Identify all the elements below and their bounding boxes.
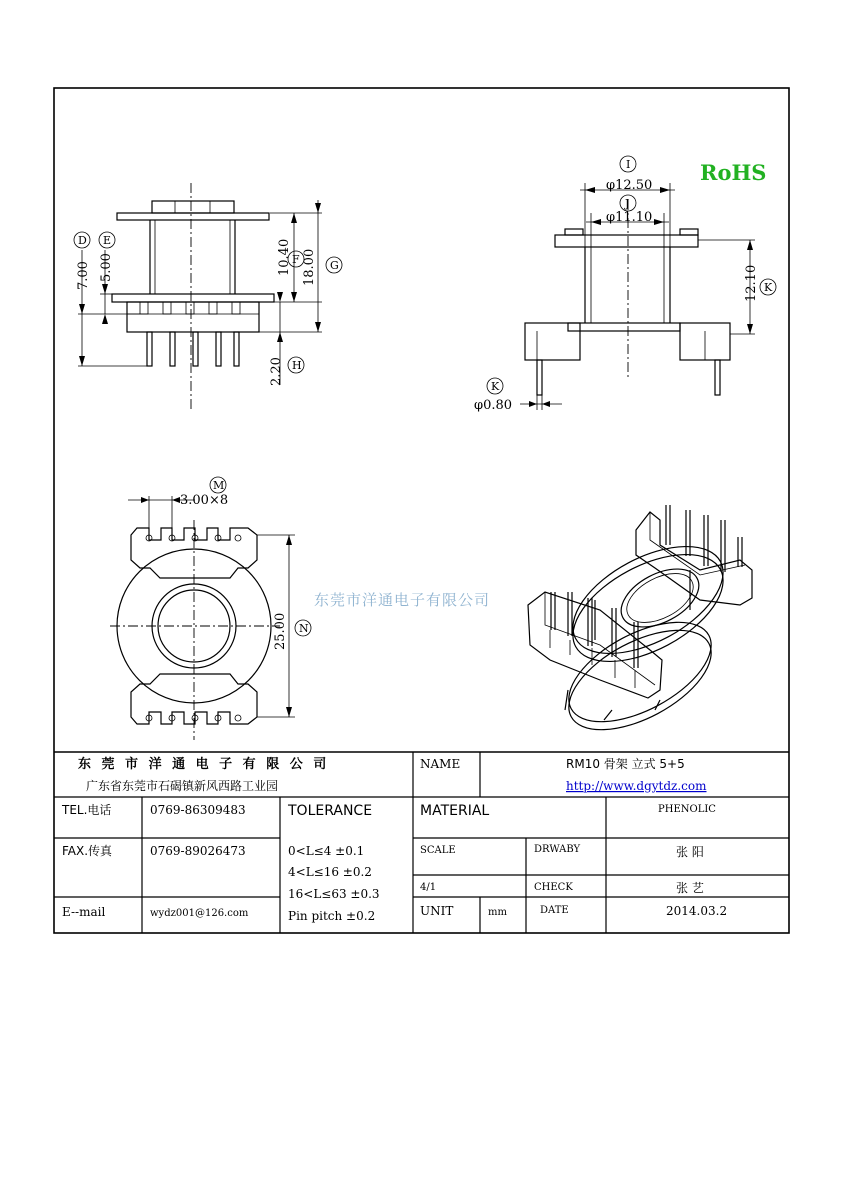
label-f: F [292, 253, 300, 266]
side-view [74, 183, 342, 410]
name-label: NAME [420, 757, 461, 771]
tel-label: TEL.电话 [62, 803, 112, 817]
tolerance-line-3: 16<L≤63 ±0.3 [288, 887, 380, 901]
company-address: 广东省东莞市石碣镇新风西路工业园 [86, 779, 279, 793]
dim-phi-12-50: φ12.50 [606, 178, 653, 193]
label-j: J [625, 197, 630, 210]
label-m: M [213, 479, 225, 492]
label-k-1: K [764, 281, 773, 294]
company-url[interactable]: http://www.dgytdz.com [566, 779, 707, 793]
dim-pitch: 3.00×8 [180, 493, 229, 508]
dim-7: 7.00 [76, 261, 91, 290]
dim-5: 5.00 [99, 253, 114, 282]
drawby-label: DRWABY [534, 844, 581, 855]
fax-value: 0769-89026473 [150, 844, 246, 858]
check-value: 张 艺 [676, 881, 704, 895]
name-value: RM10 骨架 立式 5+5 [566, 757, 685, 771]
unit-label: UNIT [420, 904, 454, 918]
label-h: H [292, 359, 302, 372]
tolerance-line-2: 4<L≤16 ±0.2 [288, 865, 372, 879]
email-label: E--mail [62, 905, 106, 919]
label-n: N [299, 622, 309, 635]
label-e: E [103, 234, 112, 247]
front-view [474, 156, 776, 413]
label-i: I [626, 158, 631, 171]
fax-label: FAX.传真 [62, 844, 113, 858]
date-label: DATE [540, 905, 569, 916]
dim-10-40: 10.40 [277, 238, 292, 276]
watermark: 东莞市洋通电子有限公司 [314, 591, 491, 609]
email-value: wydz001@126.com [150, 908, 249, 919]
scale-value: 4/1 [420, 882, 437, 893]
check-label: CHECK [534, 882, 573, 893]
dim-phi-11-10: φ11.10 [606, 210, 653, 225]
label-g: G [330, 259, 339, 272]
dim-25: 25.00 [273, 612, 288, 650]
rohs-mark: RoHS [700, 160, 767, 185]
unit-value: mm [488, 907, 507, 918]
company-name: 东 莞 市 洋 通 电 子 有 限 公 司 [78, 757, 330, 772]
dim-18: 18.00 [302, 248, 317, 286]
drawby-value: 张 阳 [676, 845, 704, 859]
material-label: MATERIAL [420, 803, 490, 819]
tolerance-label: TOLERANCE [288, 803, 373, 819]
bottom-view [110, 477, 311, 740]
dim-phi-0-80: φ0.80 [474, 398, 513, 413]
tolerance-line-1: 0<L≤4 ±0.1 [288, 844, 365, 858]
scale-label: SCALE [420, 845, 456, 856]
material-value: PHENOLIC [658, 804, 716, 815]
isometric-view [528, 505, 752, 750]
dim-12-10: 12.10 [744, 264, 759, 302]
label-k-2: K [491, 380, 500, 393]
date-value: 2014.03.2 [666, 904, 728, 918]
tel-value: 0769-86309483 [150, 803, 246, 817]
label-d: D [78, 234, 87, 247]
tolerance-line-4: Pin pitch ±0.2 [288, 909, 376, 923]
title-block [54, 752, 789, 933]
dim-2-20: 2.20 [269, 357, 284, 386]
